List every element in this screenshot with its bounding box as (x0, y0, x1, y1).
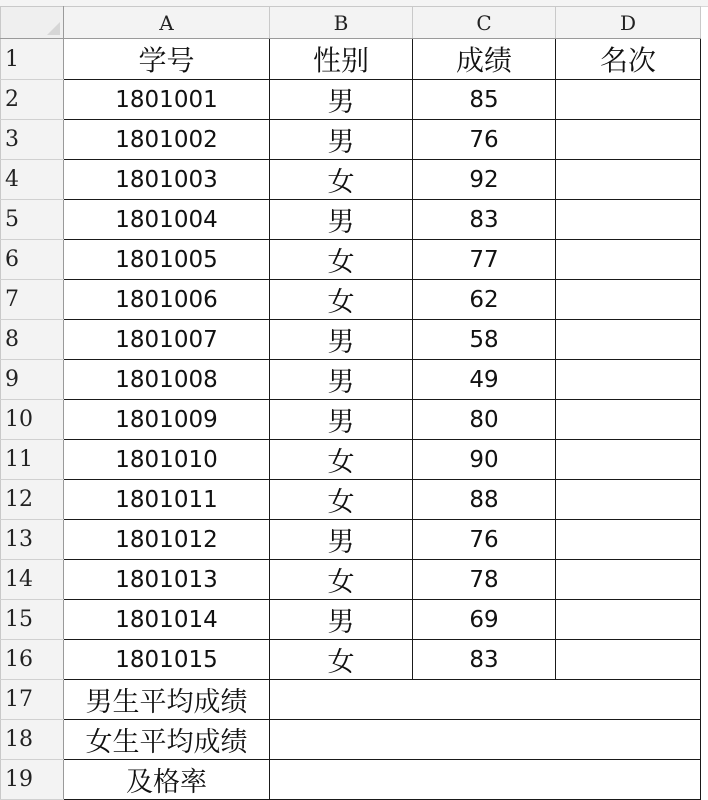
summary-label-cell[interactable]: 男生平均成绩 (64, 680, 270, 720)
summary-row (1, 680, 701, 720)
cell-score[interactable]: 83 (413, 200, 556, 240)
cell-gender[interactable]: 女 (270, 240, 413, 280)
cell-student-id[interactable]: 1801015 (64, 640, 270, 680)
row-header[interactable]: 9 (1, 360, 64, 400)
summary-value-cell[interactable] (270, 680, 701, 720)
summary-value-cell[interactable] (270, 760, 701, 800)
cell-rank[interactable] (556, 520, 701, 560)
summary-row (1, 760, 701, 800)
cell-score[interactable]: 90 (413, 440, 556, 480)
row-header[interactable]: 10 (1, 400, 64, 440)
cell-gender[interactable]: 女 (270, 160, 413, 200)
cell-gender[interactable]: 男 (270, 520, 413, 560)
row-header[interactable]: 13 (1, 520, 64, 560)
table-row (1, 400, 701, 440)
row-header[interactable]: 6 (1, 240, 64, 280)
cell-gender[interactable]: 女 (270, 280, 413, 320)
table-row (1, 560, 701, 600)
table-row (1, 480, 701, 520)
table-row (1, 640, 701, 680)
cell-gender[interactable]: 男 (270, 80, 413, 120)
table-row (1, 320, 701, 360)
table-row (1, 240, 701, 280)
row-header[interactable]: 1 (1, 39, 64, 80)
cell-rank[interactable] (556, 320, 701, 360)
column-header-b[interactable]: B (270, 7, 413, 39)
cell-rank[interactable] (556, 400, 701, 440)
column-header-d[interactable]: D (556, 7, 701, 39)
cell-rank[interactable] (556, 80, 701, 120)
cell-rank[interactable] (556, 160, 701, 200)
table-row (1, 200, 701, 240)
cell-student-id[interactable]: 1801007 (64, 320, 270, 360)
cell-rank[interactable] (556, 440, 701, 480)
cell-student-id[interactable]: 1801002 (64, 120, 270, 160)
cell-gender[interactable]: 女 (270, 640, 413, 680)
row-header[interactable]: 19 (1, 760, 64, 800)
row-header[interactable]: 17 (1, 680, 64, 720)
cell-gender[interactable]: 男 (270, 200, 413, 240)
cell-score[interactable]: 49 (413, 360, 556, 400)
cell-rank[interactable] (556, 640, 701, 680)
cell-rank[interactable] (556, 120, 701, 160)
cell-score[interactable]: 88 (413, 480, 556, 520)
cell-student-id[interactable]: 1801013 (64, 560, 270, 600)
cell-student-id[interactable]: 1801011 (64, 480, 270, 520)
cell-score[interactable]: 85 (413, 80, 556, 120)
cell-score[interactable]: 83 (413, 640, 556, 680)
cell-rank[interactable] (556, 360, 701, 400)
table-row (1, 520, 701, 560)
table-row (1, 600, 701, 640)
cell-gender[interactable]: 男 (270, 600, 413, 640)
header-cell-rank[interactable]: 名次 (556, 39, 701, 80)
cell-student-id[interactable]: 1801008 (64, 360, 270, 400)
cell-gender[interactable]: 男 (270, 120, 413, 160)
cell-gender[interactable]: 男 (270, 320, 413, 360)
column-header-c[interactable]: C (413, 7, 556, 39)
table-row (1, 160, 701, 200)
table-row (1, 39, 701, 80)
cell-score[interactable]: 62 (413, 280, 556, 320)
row-header[interactable]: 14 (1, 560, 64, 600)
cell-student-id[interactable]: 1801014 (64, 600, 270, 640)
cell-student-id[interactable]: 1801006 (64, 280, 270, 320)
cell-student-id[interactable]: 1801005 (64, 240, 270, 280)
cell-student-id[interactable]: 1801001 (64, 80, 270, 120)
table-row (1, 360, 701, 400)
cell-score[interactable]: 78 (413, 560, 556, 600)
header-cell-student-id[interactable]: 学号 (64, 39, 270, 80)
row-header[interactable]: 16 (1, 640, 64, 680)
cell-score[interactable]: 76 (413, 120, 556, 160)
row-header[interactable]: 12 (1, 480, 64, 520)
row-header[interactable]: 18 (1, 720, 64, 760)
cell-student-id[interactable]: 1801004 (64, 200, 270, 240)
table-row (1, 80, 701, 120)
row-header[interactable]: 15 (1, 600, 64, 640)
row-header[interactable]: 7 (1, 280, 64, 320)
summary-label-cell[interactable]: 女生平均成绩 (64, 720, 270, 760)
cell-score[interactable]: 92 (413, 160, 556, 200)
cell-gender[interactable]: 女 (270, 560, 413, 600)
cell-score[interactable]: 76 (413, 520, 556, 560)
header-cell-score[interactable]: 成绩 (413, 39, 556, 80)
cell-student-id[interactable]: 1801009 (64, 400, 270, 440)
table-row (1, 440, 701, 480)
cell-gender[interactable]: 女 (270, 440, 413, 480)
select-all-triangle-icon (47, 22, 60, 35)
row-header[interactable]: 5 (1, 200, 64, 240)
row-header[interactable]: 3 (1, 120, 64, 160)
cell-score[interactable]: 69 (413, 600, 556, 640)
row-header[interactable]: 2 (1, 80, 64, 120)
cell-score[interactable]: 80 (413, 400, 556, 440)
row-header[interactable]: 11 (1, 440, 64, 480)
cell-student-id[interactable]: 1801012 (64, 520, 270, 560)
cell-gender[interactable]: 女 (270, 480, 413, 520)
column-header-a[interactable]: A (64, 7, 270, 39)
table-row (1, 280, 701, 320)
table-row (1, 120, 701, 160)
cell-rank[interactable] (556, 600, 701, 640)
cell-score[interactable]: 77 (413, 240, 556, 280)
summary-label-cell[interactable]: 及格率 (64, 760, 270, 800)
cell-gender[interactable]: 男 (270, 360, 413, 400)
cell-rank[interactable] (556, 560, 701, 600)
cell-student-id[interactable]: 1801010 (64, 440, 270, 480)
cell-rank[interactable] (556, 480, 701, 520)
cell-student-id[interactable]: 1801003 (64, 160, 270, 200)
cell-score[interactable]: 58 (413, 320, 556, 360)
row-header[interactable]: 4 (1, 160, 64, 200)
cell-rank[interactable] (556, 240, 701, 280)
cell-gender[interactable]: 男 (270, 400, 413, 440)
select-all-corner[interactable] (1, 7, 64, 39)
sheet-grid (0, 6, 701, 800)
cell-rank[interactable] (556, 200, 701, 240)
cell-rank[interactable] (556, 280, 701, 320)
header-cell-gender[interactable]: 性别 (270, 39, 413, 80)
row-header[interactable]: 8 (1, 320, 64, 360)
